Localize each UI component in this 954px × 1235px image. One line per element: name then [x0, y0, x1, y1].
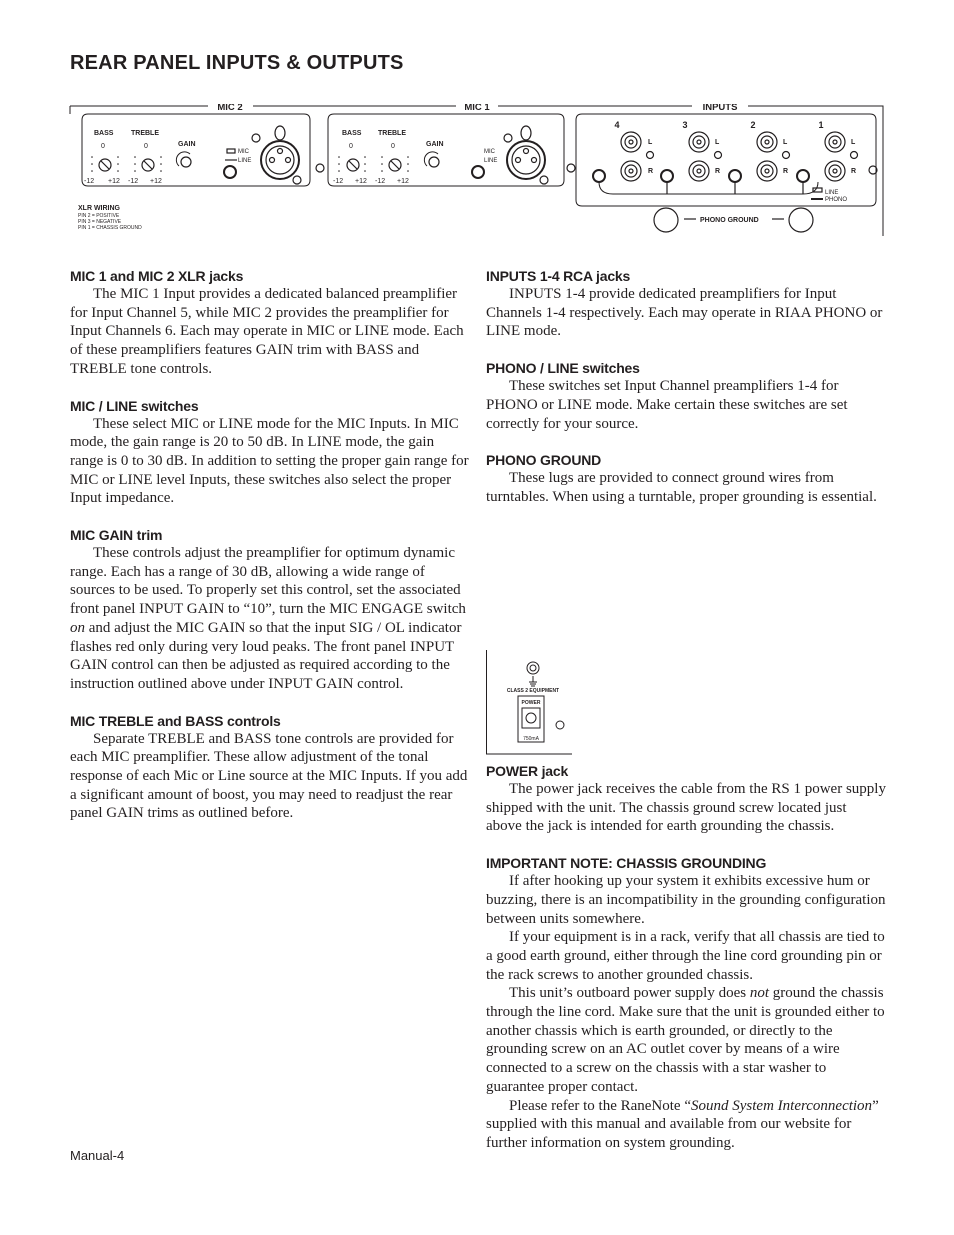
section-mic-gain [70, 526, 470, 694]
line-label: LINE [825, 190, 839, 196]
input-2-label: 2 [750, 120, 756, 130]
input-1-r-jack[interactable] [825, 161, 845, 181]
input-3-l-jack[interactable] [689, 132, 709, 152]
mic1-treble-zero: 0 [391, 143, 395, 150]
section-mic-tone [70, 712, 470, 824]
input-2-r: R [783, 168, 789, 175]
mic1-treble-label: TREBLE [378, 130, 406, 137]
section-heading: PHONO GROUND [486, 452, 602, 469]
mic1-bass-label: BASS [342, 130, 362, 137]
right-column-top [486, 267, 886, 525]
input-3-phono-line-switch[interactable] [661, 170, 673, 182]
input-3-label: 3 [682, 120, 688, 130]
mic1-screw [567, 164, 575, 172]
mic1-label: MIC 1 [464, 104, 490, 113]
right-column-bottom [486, 762, 886, 1171]
mic1-line-label: LINE [484, 158, 498, 164]
mic2-mic-label: MIC [238, 149, 249, 155]
page-footer: Manual-4 [70, 1148, 125, 1163]
paragraph: If your equipment is in a rack, verify that all chassis are tied to a good earth ground, either through the line cord grounding pin or the rack screws to another grounded chassis. [486, 929, 885, 983]
input-4-l-jack[interactable] [621, 132, 641, 152]
input-1-label: 1 [818, 120, 824, 130]
mic1-xlr-jack[interactable] [507, 141, 545, 179]
mic2-bass-label: BASS [94, 130, 114, 137]
mic2-bass-max: +12 [108, 178, 120, 185]
section-mic-line-switches [70, 397, 470, 509]
paragraph: These select MIC or LINE mode for the MIC Inputs. In MIC mode, the gain range is 20 to 50 dB. In LINE mode, the gain range is 0 to 30 dB. In addition to setting the proper gain range for MIC or LINE level Inputs, these switches also select the proper Input impedance. [70, 415, 469, 507]
xlr-pin1: PIN 1 = CHASSIS GROUND [78, 225, 142, 231]
mic2-gain-knob[interactable] [181, 157, 191, 167]
mic2-screw [316, 164, 324, 172]
section-heading: MIC / LINE switches [70, 397, 199, 414]
input-4-l: L [648, 139, 653, 146]
paragraph: Separate TREBLE and BASS tone controls are provided for each MIC preamplifier. These allow adjustment of the tonal response of each Mic or Line source at the MIC Inputs. If you add a significant amount of boost, you may need to readjust the rear panel GAIN trims as outlined before. [70, 730, 468, 822]
input-4-phono-line-switch[interactable] [593, 170, 605, 182]
chassis-ground-screw[interactable] [527, 662, 539, 674]
mic2-line-label: LINE [238, 158, 252, 164]
input-3-r: R [715, 168, 721, 175]
phono-label: PHONO [825, 197, 848, 203]
power-current-label: 750mA [523, 736, 539, 742]
mic2-xlr-jack[interactable] [261, 141, 299, 179]
input-1-r: R [851, 168, 857, 175]
input-3-r-jack[interactable] [689, 161, 709, 181]
section-heading: MIC 1 and MIC 2 XLR jacks [70, 268, 244, 284]
section-heading: MIC TREBLE and BASS controls [70, 712, 281, 729]
mic2-switch-nut [224, 166, 236, 178]
mic1-mic-label: MIC [484, 149, 495, 155]
mic1-treble-max: +12 [397, 178, 409, 185]
section-heading: MIC GAIN trim [70, 527, 163, 544]
inputs-label: INPUTS [702, 104, 738, 113]
paragraph: These switches set Input Channel preamplifiers 1-4 for PHONO or LINE mode. Make certain these switches are set correctly for your source. [486, 378, 848, 432]
mic1-bass-min: -12 [333, 178, 344, 185]
page-title: REAR PANEL INPUTS & OUTPUTS [70, 52, 404, 74]
input-1-l: L [851, 139, 856, 146]
input-4-r-jack[interactable] [621, 161, 641, 181]
power-jack-diagram [486, 650, 576, 756]
xlr-wiring-title: XLR WIRING [78, 205, 120, 212]
mic1-gain-knob[interactable] [429, 157, 439, 167]
mic2-mic-line-switch[interactable] [227, 149, 235, 153]
mic2-bass-min: -12 [84, 178, 95, 185]
paragraph: These controls adjust the preamplifier for optimum dynamic range. Each has a range of 30 dB, allowing a wide range of sources to be used. To properly set this control, set the associated front panel INPUT GAIN to “10”, turn the MIC ENGAGE switch on and adjust the MIC GAIN so that the input SIG / OL indicator flashes red only during very loud peaks. The front panel INPUT GAIN control can then be adjusted as required according to the instruction outlined above under INPUT GAIN control. [70, 545, 466, 692]
input-4-r: R [648, 168, 654, 175]
mic2-bass-zero: 0 [101, 143, 105, 150]
section-heading: INPUTS 1-4 RCA jacks [486, 268, 631, 284]
paragraph: If after hooking up your system it exhibits excessive hum or buzzing, there is an incompatibility in the grounding configuration between units somewhere. [486, 873, 886, 927]
mic1-gain-label: GAIN [426, 141, 444, 148]
power-label: POWER [521, 700, 541, 706]
paragraph: This unit’s outboard power supply does not ground the chassis through the line cord. Make sure that the unit is grounded either to another chassis which is earth grounded, or directly to the grounding screw on an AC outlet cover by means of a wire connected to a screw on the chassis with a star washer to guarantee proper contact. [486, 985, 885, 1095]
phono-ground-lug-right[interactable] [789, 208, 813, 232]
section-power-jack [486, 762, 886, 836]
mic2-treble-label: TREBLE [131, 130, 159, 137]
phono-ground-lug-left[interactable] [654, 208, 678, 232]
input-1-phono-line-switch[interactable] [797, 170, 809, 182]
input-1-l-jack[interactable] [825, 132, 845, 152]
input-2-phono-line-switch[interactable] [729, 170, 741, 182]
mic1-bass-zero: 0 [349, 143, 353, 150]
mic2-treble-zero: 0 [144, 143, 148, 150]
mic1-treble-min: -12 [375, 178, 386, 185]
mic1-switch-nut [472, 166, 484, 178]
input-3-l: L [715, 139, 720, 146]
paragraph: These lugs are provided to connect ground wires from turntables. When using a turntable, proper grounding is essential. [486, 470, 877, 505]
input-2-l-jack[interactable] [757, 132, 777, 152]
left-column [70, 267, 470, 841]
input-2-l: L [783, 139, 788, 146]
mic2-label: MIC 2 [217, 104, 243, 113]
paragraph: INPUTS 1-4 provide dedicated preamplifiers for Input Channels 1-4 respectively. Each may operate in RIAA PHONO or LINE mode. [486, 286, 883, 340]
paragraph: The power jack receives the cable from the RS 1 power supply shipped with the unit. The chassis ground screw located just above the jack is intended for earth grounding the chassis. [486, 781, 886, 835]
input-2-r-jack[interactable] [757, 161, 777, 181]
mic2-treble-max: +12 [150, 178, 162, 185]
mic1-bass-max: +12 [355, 178, 367, 185]
xlr-pin3: PIN 3 = NEGATIVE [78, 219, 122, 225]
section-mic-xlr [70, 267, 470, 379]
section-heading: IMPORTANT NOTE: CHASSIS GROUNDING [486, 855, 767, 872]
section-chassis-grounding [486, 854, 886, 1153]
phono-ground-label: PHONO GROUND [700, 217, 759, 224]
mic2-gain-label: GAIN [178, 141, 196, 148]
paragraph: The MIC 1 Input provides a dedicated balanced preamplifier for Input Channel 5, while MIC 2 provides the preamplifier for Input Channels 6. Each may operate in MIC or LINE mode. Each of these preamplifiers features GAIN trim with BASS and TREBLE tone controls. [70, 286, 464, 377]
section-heading: POWER jack [486, 763, 569, 779]
section-phono-ground [486, 451, 886, 506]
section-inputs-rca [486, 267, 886, 341]
rear-panel-diagram [68, 104, 886, 238]
class2-equipment-label: CLASS 2 EQUIPMENT [506, 688, 560, 694]
section-phono-line [486, 359, 886, 433]
paragraph: Please refer to the RaneNote “Sound System Interconnection” supplied with this manual and available from our website for further information on system grounding. [486, 1097, 879, 1151]
section-heading: PHONO / LINE switches [486, 360, 640, 377]
input-4-label: 4 [614, 120, 620, 130]
xlr-pin2: PIN 2 = POSITIVE [78, 213, 120, 219]
mic2-treble-min: -12 [128, 178, 139, 185]
